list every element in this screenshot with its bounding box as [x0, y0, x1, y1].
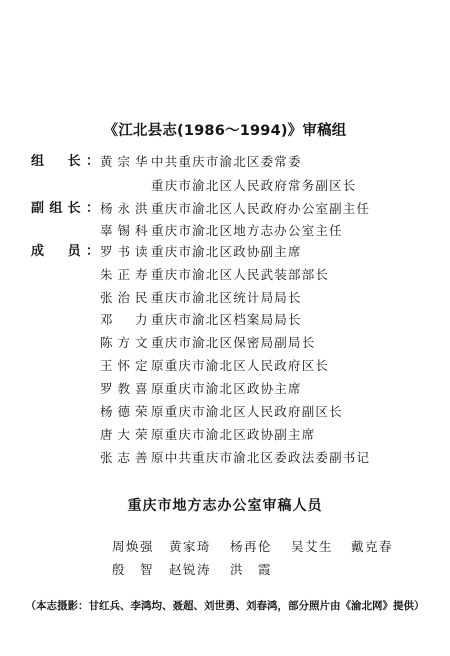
member-name: 罗教喜	[100, 381, 148, 396]
member-duty: 原重庆市渝北区人民政府副区长	[151, 404, 343, 419]
member-name: 张治民	[100, 290, 148, 305]
member-duty: 重庆市渝北区地方志办公室主任	[151, 223, 343, 238]
staff-name: 赵锐涛	[169, 562, 212, 577]
member-name: 邓 力	[100, 312, 148, 327]
member-name: 辜锡科	[100, 223, 148, 238]
staff-name: 周焕强	[112, 539, 155, 554]
member-name: 陈方文	[100, 335, 148, 350]
member-name: 唐大荣	[100, 427, 148, 442]
member-name: 朱正寿	[100, 267, 148, 282]
member-name: 杨德荣	[100, 404, 148, 419]
member-name: 杨永洪	[100, 201, 148, 216]
member-name: 王怀定	[100, 358, 148, 373]
photo-credit: （本志摄影：甘红兵、李鸿均、聂超、刘世勇、刘春鸿，部分照片由《渝北网》提供）	[25, 600, 425, 612]
role-label: 组 长：	[31, 154, 99, 169]
member-duty: 原重庆市渝北区政协主席	[151, 381, 302, 396]
member-duty: 原重庆市渝北区政协副主席	[151, 427, 316, 442]
member-duty: 原重庆市渝北区人民政府区长	[151, 358, 330, 373]
staff-name: 杨再伦	[230, 539, 273, 554]
staff-name: 洪 霞	[230, 562, 273, 577]
member-duty: 重庆市渝北区人民武装部部长	[151, 267, 330, 282]
member-duty: 重庆市渝北区人民政府办公室副主任	[151, 201, 371, 216]
staff-name: 吴艾生	[291, 539, 334, 554]
member-duty: 重庆市渝北区统计局局长	[151, 290, 302, 305]
member-duty: 原中共重庆市渝北区委政法委副书记	[151, 450, 371, 465]
member-duty: 重庆市渝北区人民政府常务副区长	[151, 178, 357, 193]
role-label: 成 员：	[31, 244, 99, 259]
member-duty: 重庆市渝北区档案局局长	[151, 312, 302, 327]
member-duty: 重庆市渝北区保密局副局长	[151, 335, 316, 350]
member-duty: 重庆市渝北区政协副主席	[151, 244, 302, 259]
member-duty: 中共重庆市渝北区委常委	[151, 154, 302, 169]
staff-name: 黄家琦	[169, 539, 212, 554]
member-name: 张志善	[100, 450, 148, 465]
staff-name: 戴克春	[351, 539, 394, 554]
page-title: 《江北县志(1986～1994)》审稿组	[103, 123, 347, 139]
member-name: 罗书读	[100, 244, 148, 259]
staff-title: 重庆市地方志办公室审稿人员	[127, 498, 323, 514]
staff-name: 殷 智	[112, 562, 155, 577]
role-label: 副组长：	[31, 201, 99, 216]
member-name: 黄宗华	[100, 154, 148, 169]
